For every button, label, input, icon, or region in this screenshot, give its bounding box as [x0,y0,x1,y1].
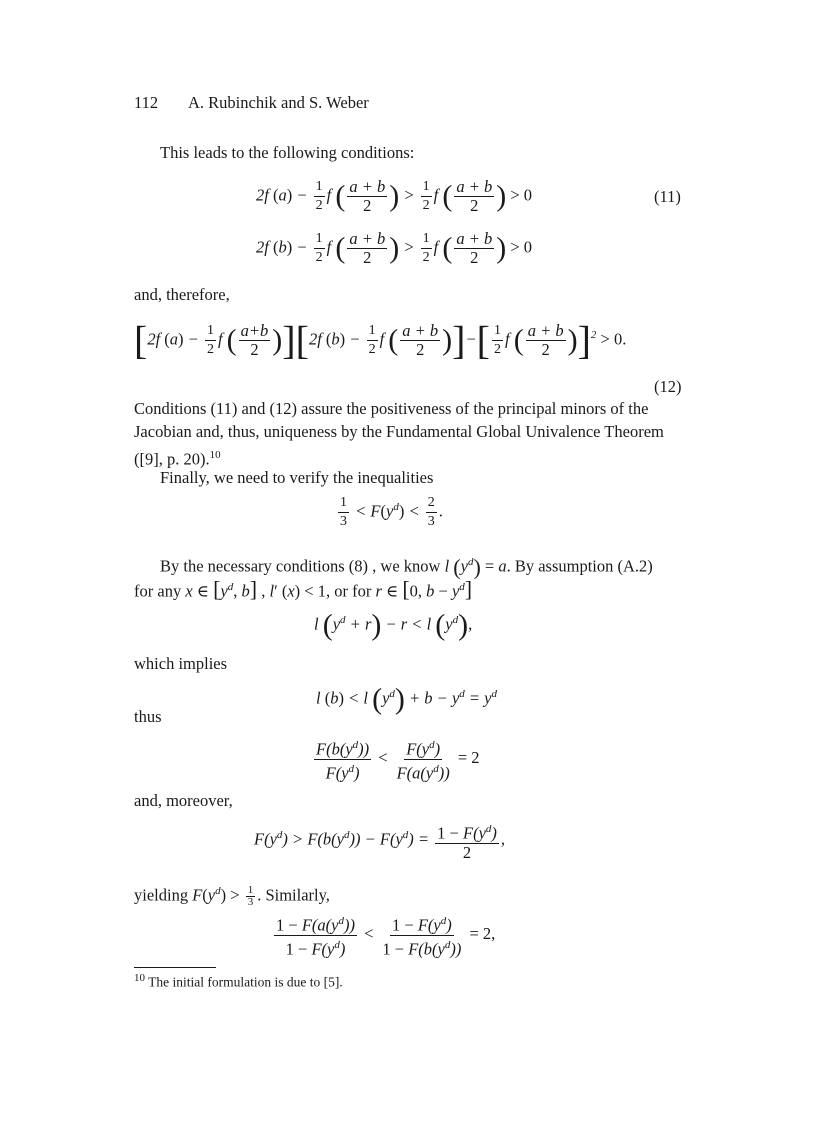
paragraph-intro: This leads to the following conditions: [160,143,415,162]
equation-ratio-complement: $\frac{1 - F(a(y^d))}{1 - F(y^d)}$ < $\frac{1 - F(y^d)}{1 - F(b(y^d))}$ = 2, [272,912,495,958]
paragraph-conditions-line2: Jacobian and, thus, uniqueness by the Fundamental Global Univalence Theorem [134,422,664,441]
equation-l-inequality: l $(y^d + r) - r < l$ $(y^d)$, [314,608,473,642]
paragraph-conditions-line1: Conditions (11) and (12) assure the positiveness of the principal minors of the [134,399,649,418]
equation-f-lower: $F(y^d) > F(b(y^d)) - F(y^d)$ = $\frac{1 - F(y^d)}{2}$ , [254,820,505,862]
equation-12: [2f (a) − $\frac{1}{2}$ f ( $\frac{a+b}{2}$ )][2f (b) − $\frac{1}{2}$ f ( $\frac{a + b}{2}$ )]−[ $\frac{1}{2}$ f ( $\frac{a + b}{2}$ )]$^2$ > 0. [134,317,627,363]
paragraph-which-implies: which implies [134,654,228,673]
equation-ratio-f: $\frac{F(b(y^d))}{F(y^d)}$ < $\frac{F(y^d)}{F(a(y^d))}$ = 2 [312,736,480,782]
footnote-mark: 10 [134,972,145,984]
running-head-authors: A. Rubinchik and S. Weber [188,93,369,112]
paragraph-thus: thus [134,707,162,726]
paragraph-finally: Finally, we need to verify the inequalities [160,468,434,487]
paragraph-therefore: and, therefore, [134,285,230,304]
paragraph-moreover: and, moreover, [134,791,233,810]
equation-bounds: $\frac{1}{3}$ < $F(y^d)$ < $\frac{2}{3}$ . [340,495,443,529]
footnote-reference: 10 [209,449,221,461]
equation-12-label: (12) [654,377,682,396]
equation-l-of-b: l (b) < l $(y^d) + b - y^d = y^d$ [316,682,497,716]
paragraph-conditions-line3: ([9], p. 20).$^{10}$ [134,449,221,469]
paragraph-necessary-line2: for any x ∈ [$y^d$, b] , l′ (x) < 1, or for r ∈ [0, $b - y^d$] [134,576,473,602]
equation-11-line2: 2f (b) − $\frac{1}{2}$ f ( $\frac{a + b}{2}$ ) > $\frac{1}{2}$ f ( $\frac{a + b}{2}$ ) > 0 [256,229,533,267]
equation-11-label: (11) [654,187,681,206]
paragraph-necessary-line1: By the necessary conditions (8) , we know l $(y^d) = a$. By assumption (A.2) [160,554,653,580]
equation-11-line1: 2f (a) − $\frac{1}{2}$ f ( $\frac{a + b}{2}$ ) > $\frac{1}{2}$ f ( $\frac{a + b}{2}$ ) > 0 [256,177,533,215]
footnote-rule [134,967,216,968]
paragraph-yielding: yielding $F(y^d)$ > $\frac{1}{3}$ . Similarly, [134,884,330,909]
page-number: 112 [134,93,159,112]
footnote-text: The initial formulation is due to [5]. [148,974,343,990]
footnote [134,972,343,991]
